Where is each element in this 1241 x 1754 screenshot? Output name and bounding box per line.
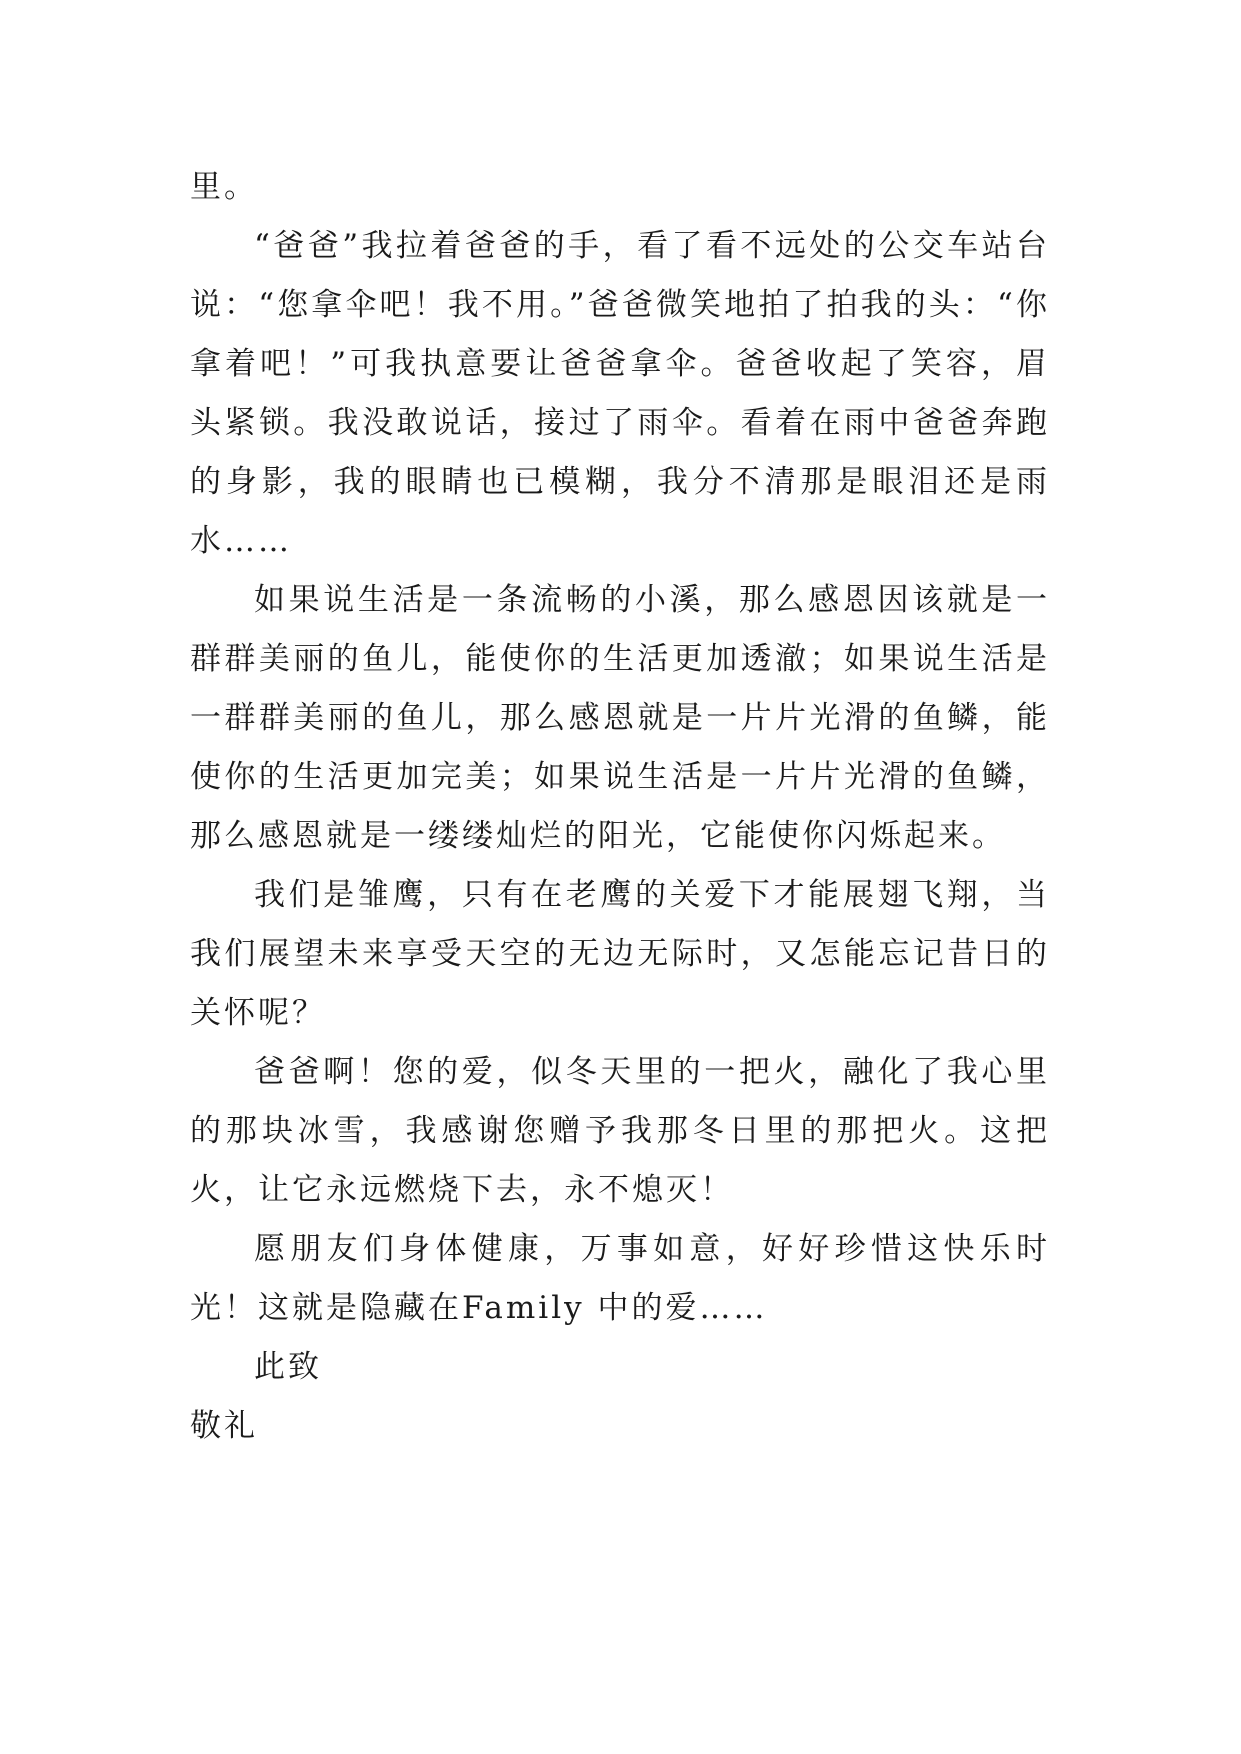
paragraph-wishes: 愿朋友们身体健康，万事如意，好好珍惜这快乐时光！这就是隐藏在Family 中的爱……: [190, 1231, 1050, 1326]
letter-body: [190, 158, 1050, 1456]
paragraph-father-love: 爸爸啊！您的爱，似冬天里的一把火，融化了我心里的那块冰雪，我感谢您赠予我那冬日里的那把火。这把火，让它永远燃烧下去，永不熄灭！: [190, 1054, 1050, 1208]
paragraph-continuation: 里。: [190, 169, 258, 205]
paragraph-umbrella: “爸爸”我拉着爸爸的手，看了看不远处的公交车站台说：“您拿伞吧！我不用。”爸爸微笑地拍了拍我的头：“你拿着吧！”可我执意要让爸爸拿伞。爸爸收起了笑容，眉头紧锁。我没敢说话，接过了雨伞。看着在雨中爸爸奔跑的身影，我的眼睛也已模糊，我分不清那是眼泪还是雨水……: [190, 228, 1050, 559]
paragraph-eaglet: 我们是雏鹰，只有在老鹰的关爱下才能展翅飞翔，当我们展望未来享受天空的无边无际时，又怎能忘记昔日的关怀呢？: [190, 877, 1050, 1031]
paragraph-gratitude-metaphor: 如果说生活是一条流畅的小溪，那么感恩因该就是一群群美丽的鱼儿，能使你的生活更加透澈；如果说生活是一群群美丽的鱼儿，那么感恩就是一片片光滑的鱼鳞，能使你的生活更加完美；如果说生活是一片片光滑的鱼鳞，那么感恩就是一缕缕灿烂的阳光，它能使你闪烁起来。: [190, 582, 1050, 854]
closing-regards: 敬礼: [190, 1408, 258, 1444]
closing-salutation: 此致: [254, 1349, 322, 1385]
